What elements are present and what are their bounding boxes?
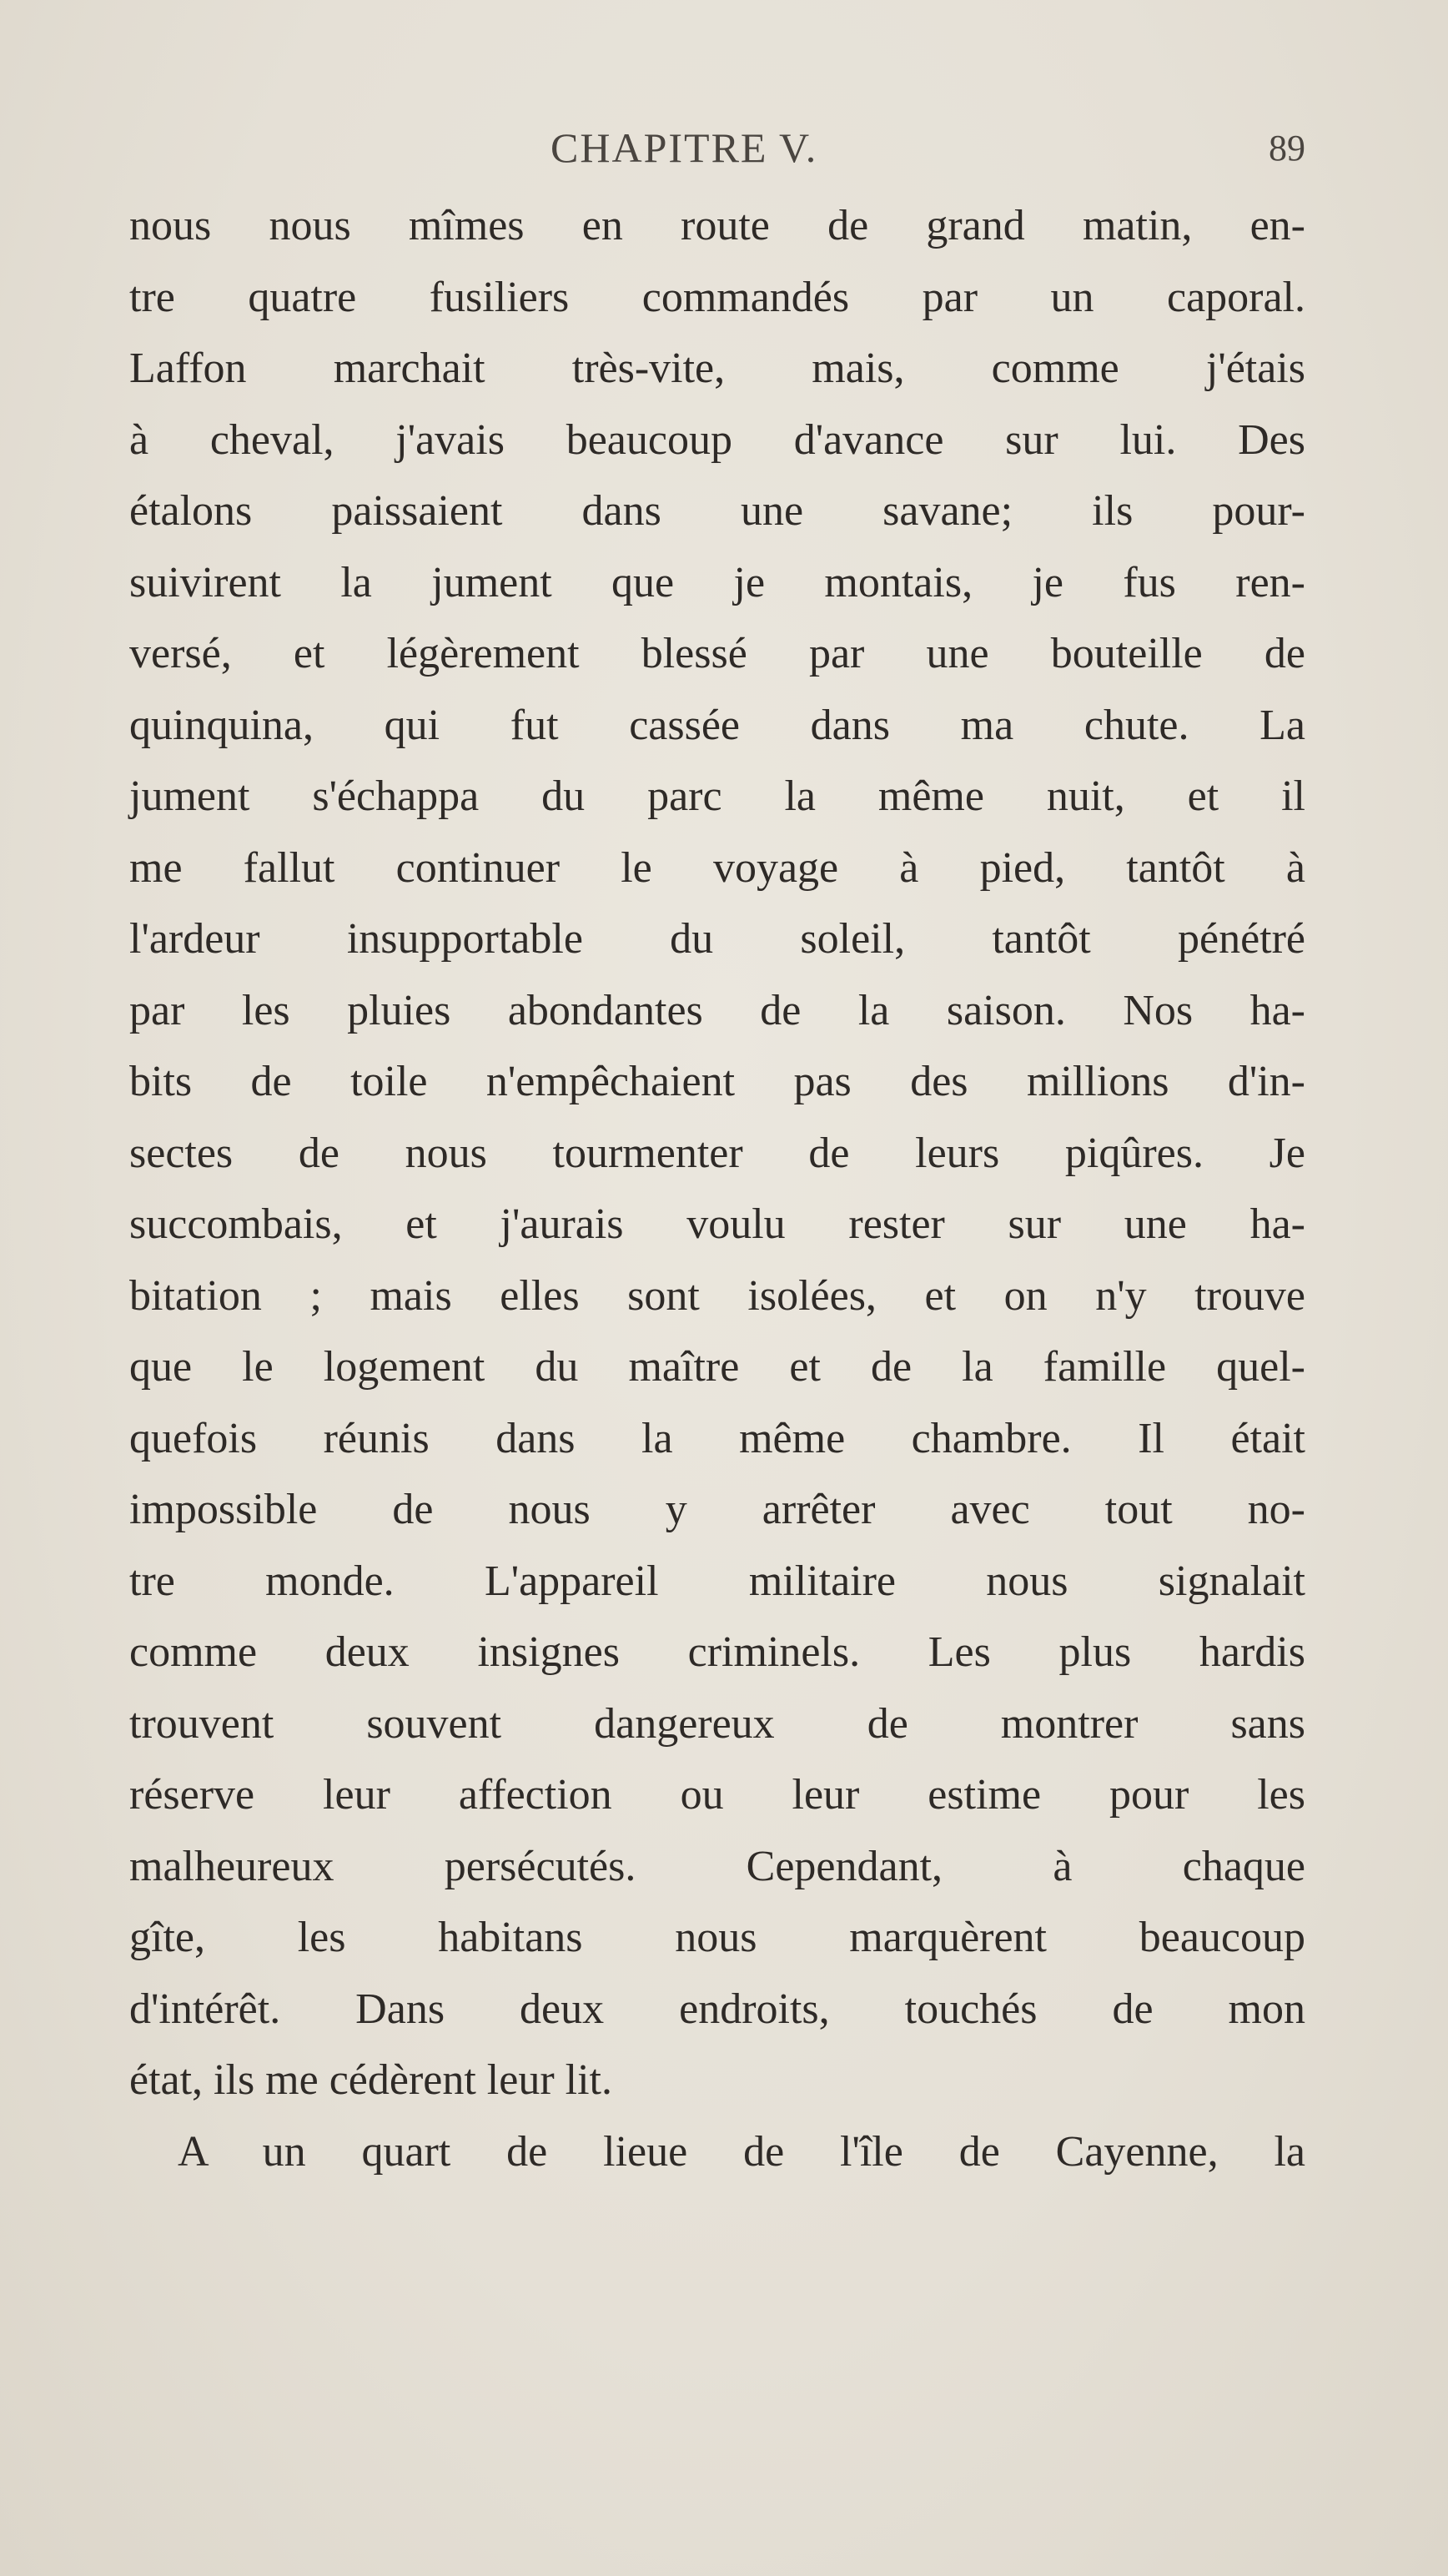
text-line: versé, et légèrement blessé par une bouteille de (129, 630, 1305, 677)
text-line: succombais, et j'aurais voulu rester sur une ha- (129, 1200, 1305, 1248)
text-line: suivirent la jument que je montais, je fus ren- (129, 558, 1305, 606)
text-line: impossible de nous y arrêter avec tout no- (129, 1486, 1305, 1533)
text-line: que le logement du maître et de la famille quel- (129, 1343, 1305, 1391)
text-line: quefois réunis dans la même chambre. Il était (129, 1414, 1305, 1462)
text-line: tre quatre fusiliers commandés par un caporal. (129, 273, 1305, 321)
text-line: nous nous mîmes en route de grand matin, en- (129, 202, 1305, 249)
running-title: CHAPITRE V. (551, 124, 818, 171)
text-line: étalons paissaient dans une savane; ils pour- (129, 487, 1305, 535)
text-line: tre monde. L'appareil militaire nous signalait (129, 1557, 1305, 1605)
text-line: malheureux persécutés. Cependant, à chaque (129, 1842, 1305, 1890)
page-header (129, 123, 1305, 182)
text-line: l'ardeur insupportable du soleil, tantôt pénétré (129, 915, 1305, 963)
text-line: me fallut continuer le voyage à pied, tantôt à (129, 843, 1305, 892)
text-line: jument s'échappa du parc la même nuit, et il (129, 772, 1305, 820)
text-line: bitation ; mais elles sont isolées, et on n'y trouve (129, 1271, 1305, 1320)
text-line: par les pluies abondantes de la saison. Nos ha- (129, 986, 1305, 1034)
text-line: sectes de nous tourmenter de leurs piqûres. Je (129, 1129, 1305, 1177)
text-line: comme deux insignes criminels. Les plus hardis (129, 1628, 1305, 1676)
paragraph-end-line: état, ils me cédèrent leur lit. (129, 2056, 612, 2104)
paragraph-start-line: A un quart de lieue de l'île de Cayenne, la (178, 2127, 1305, 2176)
text-line: réserve leur affection ou leur estime pour les (129, 1771, 1305, 1819)
body-text (129, 190, 1305, 2187)
text-line: trouvent souvent dangereux de montrer sans (129, 1699, 1305, 1748)
text-line: à cheval, j'avais beaucoup d'avance sur lui. Des (129, 415, 1305, 464)
text-line: quinquina, qui fut cassée dans ma chute. La (129, 701, 1305, 749)
text-line: d'intérêt. Dans deux endroits, touchés de mon (129, 1985, 1305, 2033)
text-line: gîte, les habitans nous marquèrent beaucoup (129, 1914, 1305, 1961)
text-line: Laffon marchait très-vite, mais, comme j'étais (129, 345, 1305, 392)
text-line: bits de toile n'empêchaient pas des millions d'in- (129, 1058, 1305, 1105)
page-number: 89 (1269, 128, 1305, 169)
